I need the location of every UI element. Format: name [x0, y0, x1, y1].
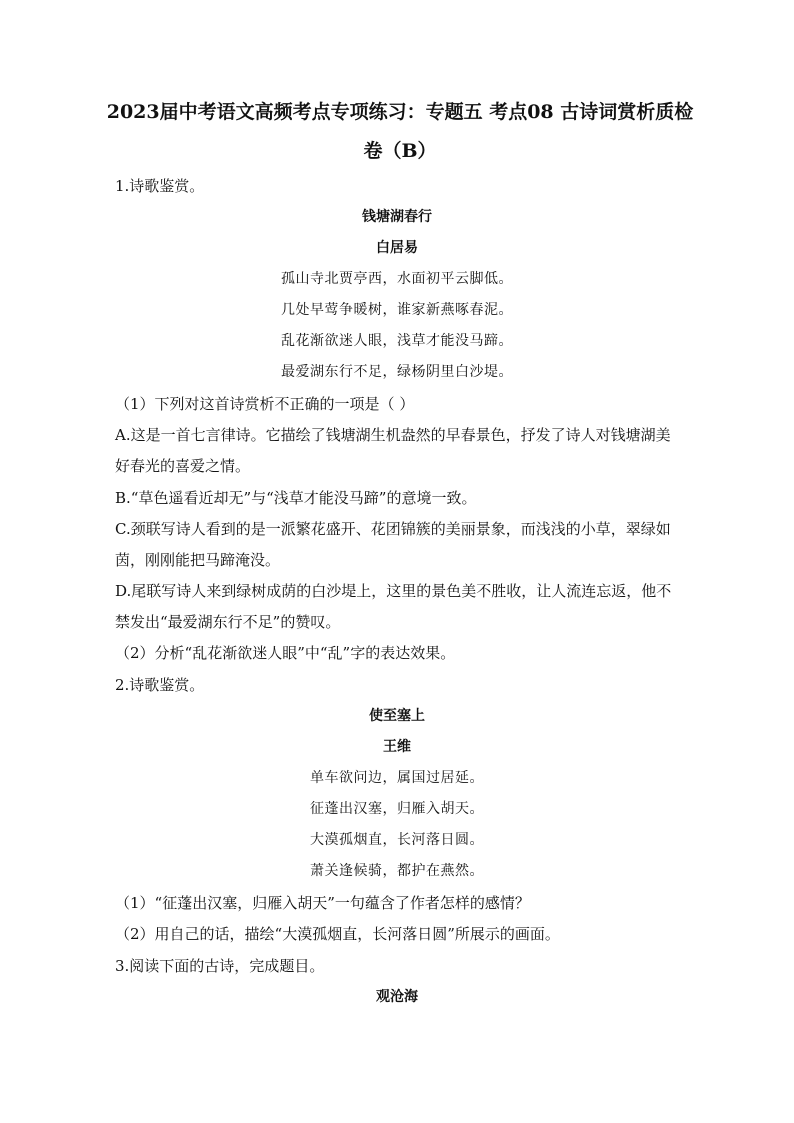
q1-poem-title: 钱塘湖春行	[362, 209, 432, 225]
q1-sub1: （1）下列对这首诗赏析不正确的一项是（ ）	[115, 395, 415, 413]
doc-title-line2: 卷（B）	[363, 140, 437, 162]
q2-heading: 2.诗歌鉴赏。	[115, 676, 205, 694]
q1-option-d-line1: D.尾联写诗人来到绿树成荫的白沙堤上，这里的景色美不胜收，让人流连忘返，他不	[115, 582, 672, 600]
q2-verse-2: 征蓬出汉塞，归雁入胡天。	[310, 801, 484, 817]
q3-poem-title: 观沧海	[376, 989, 418, 1005]
q2-sub1: （1）“征蓬出汉塞，归雁入胡天”一句蕴含了作者怎样的感情？	[115, 894, 530, 912]
q1-option-b: B.“草色遥看近却无”与“浅草才能没马蹄”的意境一致。	[115, 489, 477, 507]
q1-heading: 1.诗歌鉴赏。	[115, 177, 205, 195]
q1-option-d-line2: 禁发出“最爱湖东行不足”的赞叹。	[115, 613, 341, 631]
q2-poem-author: 王维	[383, 739, 411, 755]
q1-option-c-line1: C.颈联写诗人看到的是一派繁花盛开、花团锦簇的美丽景象，而浅浅的小草，翠绿如	[115, 520, 671, 538]
q1-verse-2: 几处早莺争暖树，谁家新燕啄春泥。	[281, 302, 513, 318]
q3-heading: 3.阅读下面的古诗，完成题目。	[115, 957, 325, 975]
doc-title-line1: 2023届中考语文高频考点专项练习：专题五 考点08 古诗词赏析质检	[106, 101, 694, 123]
q2-verse-3: 大漠孤烟直，长河落日圆。	[310, 832, 484, 848]
q1-option-c-line2: 茵，刚刚能把马蹄淹没。	[115, 551, 281, 569]
q2-verse-1: 单车欲问边，属国过居延。	[310, 770, 484, 786]
q2-verse-4: 萧关逢候骑，都护在燕然。	[310, 863, 484, 879]
q1-option-a-line2: 好春光的喜爱之情。	[115, 457, 251, 475]
q1-sub2: （2）分析“乱花渐欲迷人眼”中“乱”字的表达效果。	[115, 644, 456, 662]
q1-verse-4: 最爱湖东行不足，绿杨阴里白沙堤。	[281, 364, 513, 380]
q1-verse-1: 孤山寺北贾亭西，水面初平云脚低。	[281, 271, 513, 287]
q2-sub2: （2）用自己的话，描绘“大漠孤烟直，长河落日圆”所展示的画面。	[115, 925, 560, 943]
q2-poem-title: 使至塞上	[369, 708, 425, 724]
q1-poem-author: 白居易	[376, 240, 418, 256]
q1-option-a-line1: A.这是一首七言律诗。它描绘了钱塘湖生机盎然的早春景色，抒发了诗人对钱塘湖美	[115, 426, 671, 444]
q1-verse-3: 乱花渐欲迷人眼，浅草才能没马蹄。	[281, 333, 513, 349]
